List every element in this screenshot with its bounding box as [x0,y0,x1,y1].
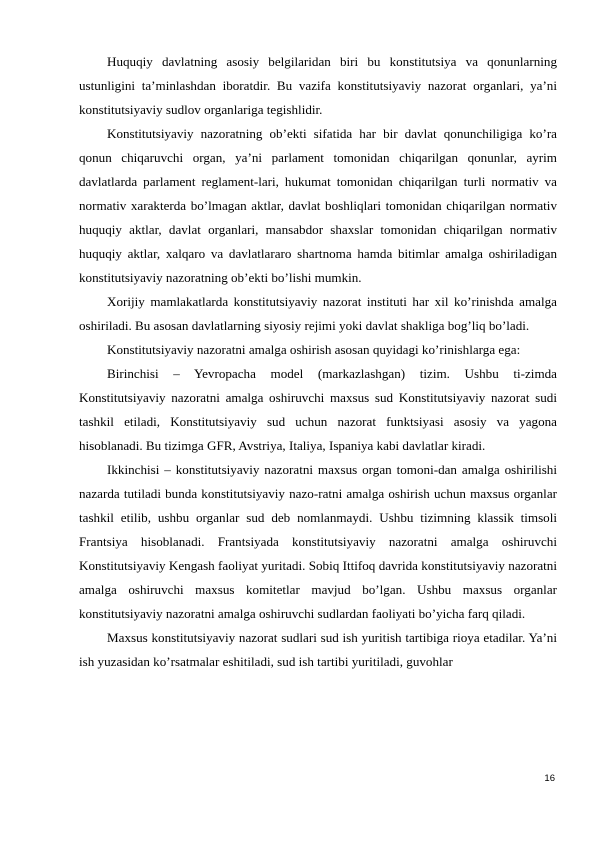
paragraph-4: Konstitutsiyaviy nazoratni amalga oshirish asosan quyidagi ko’rinishlarga ega: [107,342,521,357]
paragraph-3: Xorijiy mamlakatlarda konstitutsiyaviy nazorat instituti har xil ko’rinishda amalga oshiriladi. Bu asosan davlatlarning siyosiy rejimi yoki davlat shakliga bog’liq bo’ladi. [79,294,557,333]
paragraph-5: Birinchisi – Yevropacha model (markazlashgan) tizim. Ushbu ti-zimda Konstitutsiyaviy nazoratni amalga oshiruvchi maxsus sud Konstitutsiyaviy nazorat sudi tashkil etiladi, Konstitutsiyaviy sud uchun nazorat funktsiyasi asosiy va yagona hisoblanadi. Bu tizimga GFR, Avstriya, Italiya, Ispaniya kabi davlatlar kiradi. [79,366,557,453]
paragraph-2: Konstitutsiyaviy nazoratning ob’ekti sifatida har bir davlat qonunchiligiga ko’ra qonun chiqaruvchi organ, ya’ni parlament tomonidan chiqarilgan qonunlar, ayrim davlatlarda parlament reglament-lari, hukumat tomonidan chiqarilgan turli normativ va normativ xarakterda bo’lmagan aktlar, davlat boshliqlari tomonidan chiqarilgan normativ huquqiy aktlar, davlat organlari, mansabdor shaxslar tomonidan chiqarilgan normativ huquqiy aktlar, xalqaro va davlatlararo shartnoma hamda bitimlar amalga oshiriladigan konstitutsiyaviy nazoratning ob’ekti bo’lishi mumkin. [79,126,557,285]
page-number: 16 [544,773,555,784]
paragraph-6: Ikkinchisi – konstitutsiyaviy nazoratni maxsus organ tomoni-dan amalga oshirilishi nazarda tutiladi bunda konstitutsiyaviy nazo-ratni amalga oshirish uchun maxsus organlar tashkil etilib, ushbu organlar sud deb nomlanmaydi. Ushbu tizimning klassik timsoli Frantsiya hisoblanadi. Frantsiyada konstitutsiyaviy nazoratni amalga oshiruvchi Konstitutsiyaviy Kengash faoliyat yuritadi. Sobiq Ittifoq davrida konstitutsiyaviy nazoratni amalga oshiruvchi maxsus komitetlar mavjud bo’lgan. Ushbu maxsus organlar konstitutsiyaviy nazoratni amalga oshiruvchi sudlardan faoliyati bo’yicha farq qiladi. [79,462,557,621]
paragraph-7: Maxsus konstitutsiyaviy nazorat sudlari sud ish yuritish tartibiga rioya etadilar. Ya’ni ish yuzasidan ko’rsatmalar eshitiladi, sud ish tartibi yuritiladi, guvohlar [79,630,557,669]
document-body [79,50,557,674]
paragraph-1: Huquqiy davlatning asosiy belgilaridan biri bu konstitutsiya va qonunlarning ustunligini ta’minlashdan iboratdir. Bu vazifa konstitutsiyaviy nazorat organlari, ya’ni konstitutsiyaviy sudlov organlariga tegishlidir. [79,54,557,117]
